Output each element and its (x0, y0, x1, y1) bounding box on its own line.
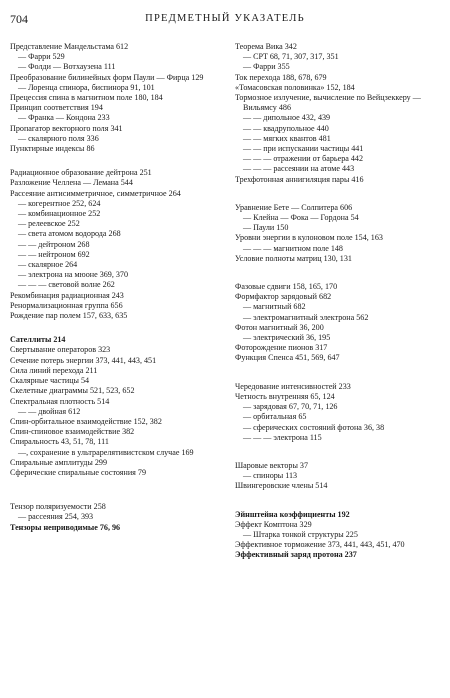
index-entry: — — — световой волне 262 (18, 280, 115, 290)
index-entry: — электрона на мюоне 369, 370 (18, 270, 129, 280)
index-entry: Прецессия спина в магнитном поле 180, 184 (10, 93, 163, 103)
index-entry: Шаровые векторы 37 (235, 460, 308, 470)
index-entry: Тензор поляризуемости 258 (10, 502, 106, 512)
index-entry: Трехфотонная аннигиляция пары 416 (235, 174, 364, 184)
index-entry: Фазовые сдвиги 158, 165, 170 (235, 282, 338, 292)
index-entry: — спиноры 113 (243, 471, 298, 481)
index-entry: Спиральность 43, 51, 78, 111 (10, 437, 109, 447)
index-entry: Принцип соответствия 194 (10, 103, 103, 113)
index-entry: — орбитальная 65 (243, 412, 307, 422)
index-entry: «Томасовская половинка» 152, 184 (235, 82, 355, 92)
index-entry: — Клейна — Фока — Гордона 54 (243, 213, 359, 223)
index-entry: Швингеровские члены 514 (235, 481, 328, 491)
index-entry: — Фарри 529 (18, 52, 65, 62)
index-entry: Пропагатор векторного поля 341 (10, 123, 123, 133)
index-group (10, 502, 226, 533)
index-entry: Рекомбинация радиационная 243 (10, 290, 124, 300)
index-entry: — — мягких квантов 481 (243, 133, 331, 143)
index-entry: — света атомом водорода 268 (18, 229, 121, 239)
index-entry: Эффективный заряд протона 237 (235, 550, 357, 560)
index-entry: Эффект Комптона 329 (235, 519, 312, 529)
index-entry: Сателлиты 214 (10, 335, 66, 345)
index-entry: — релеевское 252 (18, 219, 80, 229)
index-group (235, 42, 442, 185)
index-group (235, 382, 442, 443)
index-entry: Фотон магнитный 36, 200 (235, 322, 324, 332)
index-entry: Сечение потерь энергии 373, 441, 443, 451 (10, 355, 157, 365)
index-entry: — электрический 36, 195 (243, 333, 331, 343)
index-entry: Спектральная плотность 514 (10, 396, 110, 406)
index-entry: — — дейтроном 268 (18, 239, 90, 249)
index-entry: Сила линий перехода 211 (10, 365, 98, 375)
page-number: 704 (10, 12, 28, 26)
index-entry: Скалярные частицы 54 (10, 376, 90, 386)
index-entry: —, сохранение в ультрарелятивистском случае 169 (18, 447, 194, 457)
index-entry: — когерентное 252, 624 (18, 198, 101, 208)
index-entry: — Франка — Кондона 233 (18, 113, 110, 123)
index-entry: Скелетные диаграммы 521, 523, 652 (10, 386, 135, 396)
index-group (235, 510, 442, 561)
index-entry: Эффективное торможение 373, 441, 443, 451, 470 (235, 540, 405, 550)
index-entry: Тензоры неприводимые 76, 96 (10, 522, 121, 532)
index-entry: — — при испускании частицы 441 (243, 144, 364, 154)
index-group (10, 335, 226, 478)
index-entry: — Лоренца спинора, биспинора 91, 101 (18, 82, 155, 92)
index-group (235, 282, 442, 364)
index-entry: — скалярного поля 336 (18, 133, 99, 143)
index-entry: — Фарри 355 (243, 62, 290, 72)
index-entry: Рассеяние антисимметричное, симметричное 264 (10, 188, 181, 198)
index-entry: — — нейтроном 692 (18, 249, 90, 259)
index-entry: Уравнение Бете — Солпитера 606 (235, 202, 353, 212)
index-entry: — CPT 68, 71, 307, 317, 351 (243, 52, 339, 62)
index-group (235, 203, 442, 264)
index-entry: Уровни энергии в кулоновом поле 154, 163 (235, 233, 383, 243)
index-entry: — скалярное 264 (18, 260, 78, 270)
index-entry: Ток перехода 188, 678, 679 (235, 72, 327, 82)
index-column-left (10, 42, 226, 533)
index-entry: Условие полноты матриц 130, 131 (235, 253, 352, 263)
index-entry: Функция Спенса 451, 569, 647 (235, 353, 340, 363)
index-column-right (235, 42, 442, 561)
index-entry: Спин-спиновое взаимодействие 382 (10, 427, 135, 437)
index-group (235, 461, 442, 492)
index-entry: — — двойная 612 (18, 406, 81, 416)
index-entry: Разложение Челлена — Лемана 544 (10, 178, 133, 188)
index-entry: — — дипольное 432, 439 (243, 113, 331, 123)
index-entry: — магнитный 682 (243, 302, 306, 312)
index-entry: — — квадрупольное 440 (243, 123, 329, 133)
index-entry: — — — отражении от барьера 442 (243, 154, 364, 164)
index-entry: — зарядовая 67, 70, 71, 126 (243, 402, 338, 412)
index-entry: Рождение пар полем 157, 633, 635 (10, 311, 128, 321)
index-entry: — Штарка тонкой структуры 225 (243, 529, 358, 539)
index-entry: Сферические спиральные состояния 79 (10, 467, 147, 477)
index-group (10, 42, 226, 154)
index-entry: Свертывание операторов 323 (10, 345, 111, 355)
index-entry: — — — рассеянии на атоме 443 (243, 164, 355, 174)
index-entry: — — — магнитном поле 148 (243, 243, 343, 253)
index-entry: — Фолди — Вотхаузена 111 (18, 62, 116, 72)
index-entry: — — — электрона 115 (243, 432, 322, 442)
index-entry: Спиральные амплитуды 299 (10, 457, 107, 467)
index-entry: — электромагнитный электрона 562 (243, 312, 369, 322)
index-entry: Чередование интенсивностей 233 (235, 381, 351, 391)
index-entry: Тормозное излучение, вычисление по Вейцзеккеру — Вильямсу 486 (235, 93, 421, 113)
index-group (10, 168, 226, 321)
page-title: ПРЕДМЕТНЫЙ УКАЗАТЕЛЬ (145, 13, 305, 24)
index-entry: Представление Мандельстама 612 (10, 42, 129, 51)
index-entry: — рассеяния 254, 393 (18, 512, 94, 522)
index-entry: Теорема Вика 342 (235, 42, 297, 51)
page-header (10, 12, 440, 28)
index-entry: Пунктирные индексы 86 (10, 144, 95, 154)
index-entry: — Паули 150 (243, 223, 289, 233)
index-entry: Спин-орбитальное взаимодействие 152, 382 (10, 416, 162, 426)
index-entry: Ренормализационная группа 656 (10, 300, 123, 310)
index-entry: Эйнштейна коэффициенты 192 (235, 509, 350, 519)
index-entry: Фоторождение пионов 317 (235, 343, 328, 353)
index-entry: Радиационное образование дейтрона 251 (10, 168, 152, 178)
index-entry: Четность внутренняя 65, 124 (235, 391, 335, 401)
index-entry: — комбинационное 252 (18, 209, 101, 219)
index-entry: — сферических состояний фотона 36, 38 (243, 422, 385, 432)
index-entry: Формфактор зарядовый 682 (235, 292, 332, 302)
index-entry: Преобразование билинейных форм Паули — Фирца 129 (10, 72, 204, 82)
